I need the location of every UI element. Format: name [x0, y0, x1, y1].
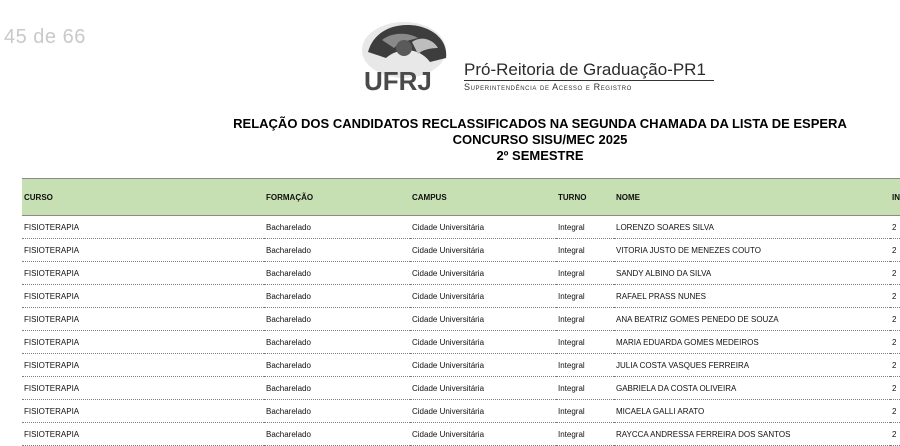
cell-formacao: Bacharelado — [264, 262, 410, 285]
cell-turno: Integral — [556, 285, 614, 308]
cell-formacao: Bacharelado — [264, 331, 410, 354]
cell-turno: Integral — [556, 354, 614, 377]
cell-campus: Cidade Universitária — [410, 423, 556, 446]
cell-campus: Cidade Universitária — [410, 262, 556, 285]
col-header-formacao: FORMAÇÃO — [264, 179, 410, 216]
heading-line-1: RELAÇÃO DOS CANDIDATOS RECLASSIFICADOS NA SEGUNDA CHAMADA DA LISTA DE ESPERA — [233, 116, 847, 131]
cell-formacao: Bacharelado — [264, 285, 410, 308]
cell-turno: Integral — [556, 331, 614, 354]
table-body — [22, 216, 900, 446]
table-row — [22, 308, 900, 331]
logo-subtitle — [464, 82, 632, 92]
table-row — [22, 239, 900, 262]
table-row — [22, 216, 900, 239]
cell-campus: Cidade Universitária — [410, 308, 556, 331]
cell-nome: VITORIA JUSTO DE MENEZES COUTO — [614, 239, 890, 262]
ufrj-emblem-icon — [360, 18, 460, 94]
cell-inscricao: 2 — [890, 216, 900, 239]
logo-subtitle-text: Superintendência de Acesso e Registro — [464, 82, 632, 92]
cell-nome: GABRIELA DA COSTA OLIVEIRA — [614, 377, 890, 400]
col-header-curso: CURSO — [22, 179, 264, 216]
cell-nome: RAYCCA ANDRESSA FERREIRA DOS SANTOS — [614, 423, 890, 446]
col-header-turno: TURNO — [556, 179, 614, 216]
table-row — [22, 285, 900, 308]
col-header-nome: NOME — [614, 179, 890, 216]
cell-turno: Integral — [556, 262, 614, 285]
logo-title: Pró-Reitoria de Graduação-PR1 — [464, 60, 706, 79]
cell-turno: Integral — [556, 377, 614, 400]
cell-formacao: Bacharelado — [264, 354, 410, 377]
table-row — [22, 400, 900, 423]
heading-line-2: CONCURSO SISU/MEC 2025 — [452, 132, 628, 147]
cell-campus: Cidade Universitária — [410, 285, 556, 308]
table-header-row — [22, 179, 900, 216]
cell-turno: Integral — [556, 216, 614, 239]
cell-campus: Cidade Universitária — [410, 354, 556, 377]
candidates-table — [22, 178, 900, 446]
cell-inscricao: 2 — [890, 262, 900, 285]
cell-curso: FISIOTERAPIA — [22, 377, 264, 400]
svg-text:UFRJ: UFRJ — [364, 66, 432, 94]
candidates-table-container — [22, 178, 900, 446]
cell-curso: FISIOTERAPIA — [22, 216, 264, 239]
cell-curso: FISIOTERAPIA — [22, 400, 264, 423]
cell-formacao: Bacharelado — [264, 400, 410, 423]
table-row — [22, 377, 900, 400]
cell-campus: Cidade Universitária — [410, 331, 556, 354]
cell-nome: SANDY ALBINO DA SILVA — [614, 262, 890, 285]
cell-curso: FISIOTERAPIA — [22, 423, 264, 446]
cell-formacao: Bacharelado — [264, 216, 410, 239]
cell-nome: ANA BEATRIZ GOMES PENEDO DE SOUZA — [614, 308, 890, 331]
table-row — [22, 262, 900, 285]
cell-formacao: Bacharelado — [264, 423, 410, 446]
heading-line-3: 2º SEMESTRE — [496, 148, 584, 163]
cell-inscricao: 2 — [890, 239, 900, 262]
cell-turno: Integral — [556, 400, 614, 423]
cell-inscricao: 2 — [890, 377, 900, 400]
document-heading — [0, 116, 900, 164]
cell-inscricao: 2 — [890, 423, 900, 446]
table-row — [22, 331, 900, 354]
cell-curso: FISIOTERAPIA — [22, 308, 264, 331]
col-header-campus: CAMPUS — [410, 179, 556, 216]
cell-inscricao: 2 — [890, 285, 900, 308]
cell-inscricao: 2 — [890, 354, 900, 377]
cell-turno: Integral — [556, 308, 614, 331]
cell-turno: Integral — [556, 423, 614, 446]
cell-campus: Cidade Universitária — [410, 216, 556, 239]
cell-curso: FISIOTERAPIA — [22, 262, 264, 285]
table-row — [22, 423, 900, 446]
col-header-inscricao: IN — [890, 179, 900, 216]
cell-inscricao: 2 — [890, 400, 900, 423]
cell-curso: FISIOTERAPIA — [22, 239, 264, 262]
cell-nome: JULIA COSTA VASQUES FERREIRA — [614, 354, 890, 377]
cell-nome: RAFAEL PRASS NUNES — [614, 285, 890, 308]
cell-curso: FISIOTERAPIA — [22, 331, 264, 354]
logo-divider — [464, 80, 714, 81]
cell-curso: FISIOTERAPIA — [22, 285, 264, 308]
cell-curso: FISIOTERAPIA — [22, 354, 264, 377]
cell-campus: Cidade Universitária — [410, 400, 556, 423]
cell-formacao: Bacharelado — [264, 239, 410, 262]
institution-logo — [360, 18, 720, 96]
cell-formacao: Bacharelado — [264, 308, 410, 331]
cell-inscricao: 2 — [890, 331, 900, 354]
cell-campus: Cidade Universitária — [410, 239, 556, 262]
cell-formacao: Bacharelado — [264, 377, 410, 400]
page-counter: 45 de 66 — [4, 26, 86, 48]
cell-nome: LORENZO SOARES SILVA — [614, 216, 890, 239]
cell-turno: Integral — [556, 239, 614, 262]
cell-inscricao: 2 — [890, 308, 900, 331]
cell-campus: Cidade Universitária — [410, 377, 556, 400]
cell-nome: MARIA EDUARDA GOMES MEDEIROS — [614, 331, 890, 354]
cell-nome: MICAELA GALLI ARATO — [614, 400, 890, 423]
table-row — [22, 354, 900, 377]
